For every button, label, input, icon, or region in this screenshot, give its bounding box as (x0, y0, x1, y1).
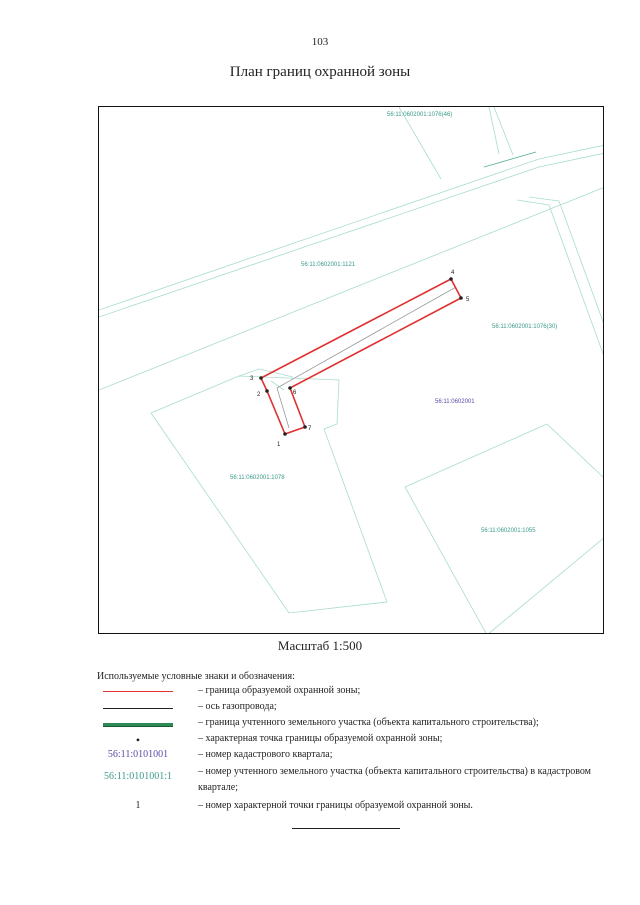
footer-divider (292, 828, 400, 829)
point-number-6: 6 (293, 390, 297, 396)
legend-desc: – граница образуемой охранной зоны; (198, 685, 361, 696)
map-scale: Масштаб 1:500 (277, 638, 363, 653)
legend-desc: – ось газопровода; (198, 701, 277, 712)
parcel-right-strip-2 (529, 197, 604, 327)
point-number-4: 4 (451, 270, 455, 276)
parcel-1078 (151, 376, 387, 613)
red-line-symbol (103, 691, 173, 692)
page-number: 103 (311, 36, 329, 48)
point-number-2: 2 (257, 392, 261, 398)
point-number-1: 1 (277, 442, 281, 448)
parcel-label-1121: 56:11:0602001:1121 (301, 262, 356, 268)
legend-desc: – номер характерной точки границы образуемой охранной зоны. (198, 800, 473, 811)
parcel-1055-right (487, 537, 604, 634)
parcel-label-1078: 56:11:0602001:1078 (230, 475, 285, 481)
protection-zone-boundary (261, 279, 461, 434)
boundary-plan-map (98, 106, 604, 634)
point-number-7: 7 (308, 426, 312, 432)
boundary-point-1 (283, 432, 287, 436)
quarter-label-0602001: 56:11:0602001 (435, 399, 475, 405)
boundary-point-4 (449, 277, 453, 281)
parcel-label-1076-30: 56:11:0602001:1076(30) (492, 324, 558, 330)
parcel-number-symbol: 56:11:0101001:1 (104, 771, 172, 782)
road-edge-lower (99, 187, 604, 390)
boundary-point-6 (288, 386, 292, 390)
point-number-symbol: 1 (135, 800, 141, 811)
boundary-point-2 (265, 389, 269, 393)
parcel-boundaries (99, 107, 604, 634)
boundary-point-5 (459, 296, 463, 300)
point-number-5: 5 (466, 297, 470, 303)
green-line-symbol (103, 723, 173, 727)
parcel-1055 (405, 424, 604, 487)
legend-desc: – характерная точка границы образуемой охранной зоны; (198, 733, 443, 744)
parcel-label-1055: 56:11:0602001:1055 (481, 528, 536, 534)
parcel-label-1076-46: 56:11:0602001:1076(46) (387, 112, 453, 118)
quarter-number-symbol: 56:11:0101001 (107, 749, 169, 760)
point-symbol: • (135, 733, 141, 747)
boundary-point-3 (259, 376, 263, 380)
legend-desc: – номер учтенного земельного участка (объекта капитального строительства) в кадастровом квартале; (198, 766, 592, 793)
legend-title: Используемые условные знаки и обозначения: (97, 671, 295, 682)
page-title: План границ охранной зоны (229, 64, 411, 80)
parcel-top-right (494, 107, 513, 155)
green-parcel-line (484, 152, 536, 167)
parcel-top-mid (489, 107, 499, 154)
road-edge-upper (99, 145, 604, 310)
legend-desc: – номер кадастрового квартала; (198, 749, 333, 760)
legend-desc: – граница учтенного земельного участка (объекта капитального строительства); (198, 717, 539, 728)
parcel-1055-bottom (405, 487, 487, 634)
point-number-3: 3 (250, 376, 254, 382)
road-edge-upper-2 (99, 153, 604, 317)
black-line-symbol (103, 708, 173, 709)
parcel-right-strip (517, 200, 604, 359)
boundary-point-7 (303, 425, 307, 429)
